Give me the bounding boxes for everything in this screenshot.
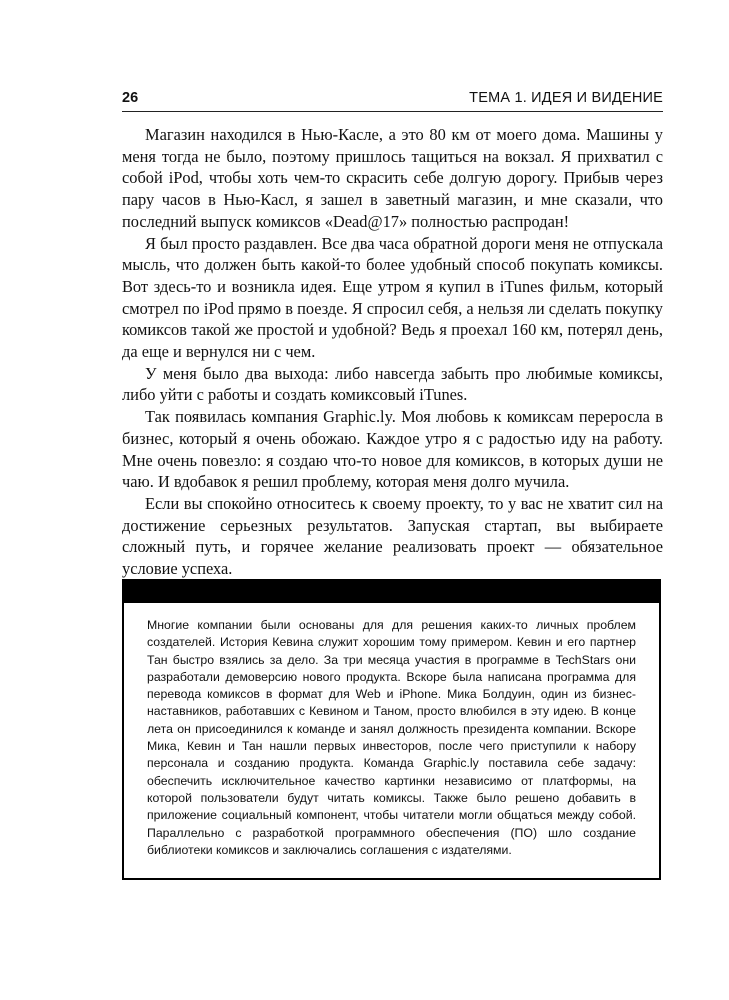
paragraph: Я был просто раздавлен. Все два часа обратной дороги меня не отпускала мысль, что должен быть какой-то более удобный способ покупать комиксы. Вот здесь-то и возникла идея. Еще утром я купил в iTunes фильм, который смотрел по iPod прямо в поезде. Я спросил себя, а нельзя ли сделать покупку комиксов такой же простой и удобной? Ведь я проехал 160 км, потерял день, да еще и вернулся ни с чем. bbox=[122, 233, 663, 362]
page-number: 26 bbox=[122, 90, 139, 106]
paragraph: Так появилась компания Graphic.ly. Моя любовь к комиксам переросла в бизнес, который я очень обожаю. Каждое утро я с радостью иду на работу. Мне очень повезло: я создаю что-то новое для комиксов, в которых души не чаю. И вдобавок я решил проблему, которая меня долго мучила. bbox=[122, 407, 663, 492]
paragraph: Магазин находился в Нью-Касле, а это 80 км от моего дома. Машины у меня тогда не было, поэтому пришлось тащиться на вокзал. Я прихватил с собой iPod, чтобы хоть чем-то скрасить себе долгую дорогу. Прибыв через пару часов в Нью-Касл, я зашел в заветный магазин, и мне сказали, что последний выпуск комиксов «Dead@17» полностью распродан! bbox=[122, 125, 663, 231]
sidebar-header-bar bbox=[124, 581, 659, 603]
paragraph: Если вы спокойно относитесь к своему проекту, то у вас не хватит сил на достижение серьезных результатов. Запуская стартап, вы выбираете сложный путь, и горячее желание реализовать проект — обязательное условие успеха. bbox=[122, 493, 663, 579]
sidebar-box bbox=[122, 579, 661, 880]
running-title: ТЕМА 1. ИДЕЯ И ВИДЕНИЕ bbox=[469, 90, 663, 106]
paragraph: У меня было два выхода: либо навсегда забыть про любимые комиксы, либо уйти с работы и создать комиксовый iTunes. bbox=[122, 363, 663, 405]
main-text bbox=[122, 124, 663, 580]
sidebar-text: Многие компании были основаны для для решения каких-то личных проблем создателей. История Кевина служит хорошим тому примером. Кевин и его партнер Тан быстро взялись за дело. За три месяца участия в программе в TechStars они разработали демоверсию нового продукта. Вскоре была написана программа для перевода комиксов в формат для Web и iPhone. Мика Болдуин, один из бизнес-наставников, работавших с Кевином и Таном, просто влюбился в эту идею. В конце лета он присоединился к команде и занял должность президента компании. Вскоре Мика, Кевин и Тан нашли первых инвесторов, после чего приступили к набору персонала и созданию продукта. Команда Graphic.ly поставила себе задачу: обеспечить исключительное качество картинки независимо от платформы, на которой пользователи будут читать комиксы. Также было решено добавить в приложение социальный компонент, чтобы читатели могли общаться между собой. Параллельно с разработкой программного обеспечения (ПО) шло создание библиотеки комиксов и заключались соглашения с издателями. bbox=[147, 618, 636, 857]
header-rule bbox=[122, 111, 663, 112]
page-header bbox=[122, 84, 663, 106]
